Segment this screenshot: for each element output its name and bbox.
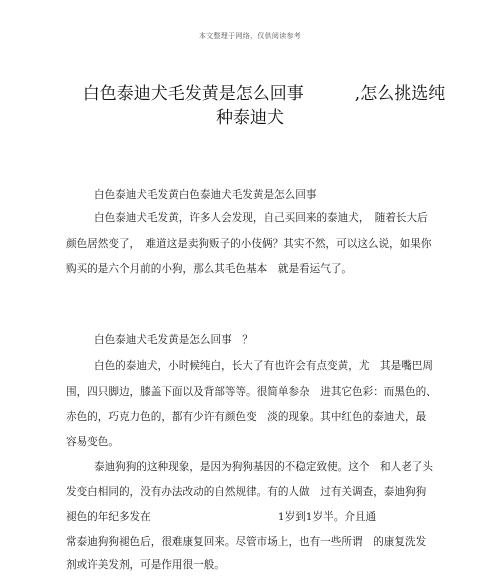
paragraph-line: 白色的泰迪犬，小时候纯白，长大了有也许会有点变黄，尤 其是嘴巴周 (94, 360, 433, 372)
paragraph-line: 购买的是六个月前的小狗，那么其毛色基本 就是看运气了。 (66, 263, 353, 275)
paragraph-line: 容易变色。 (66, 436, 119, 448)
paragraph-line: 颜色居然变了， 难道这是卖狗贩子的小伎俩？其实不然，可以这么说，如果你 (66, 238, 432, 250)
paragraph-line: 发变白相同的，没有办法改动的自然规律。有的人做 过有关调查，泰迪狗狗 (66, 486, 427, 498)
paragraph-line: 白色泰迪犬毛发黄，许多人会发现，自己买回来的泰迪犬， 随着长大后 (94, 212, 428, 224)
section-heading-1: 白色泰迪犬毛发黄白色泰迪犬毛发黄是怎么回事 (94, 189, 317, 201)
paragraph-line: 褪色的年纪多发在 1岁到1岁半。介且通 (66, 511, 377, 523)
paragraph-line: 赤色的，巧克力色的，都有少许有颜色变 淡的现象。其中红色的泰迪犬，最 (66, 411, 427, 423)
paragraph-line: 围，四只脚边，膝盖下面以及背部等等。很简单参杂 进其它色彩：而黑色的、 (66, 386, 437, 398)
paragraph-line: 剂或许美发剂，可是作用很一般。 (66, 559, 225, 571)
paragraph-line: 泰迪狗狗的这种现象，是因为狗狗基因的不稳定致使。这个 和人老了头 (94, 461, 433, 473)
source-note: 本文整理于网络，仅供阅读参考 (198, 32, 302, 40)
title-line-2: 种泰迪犬 (216, 108, 284, 128)
section-heading-2: 白色泰迪犬毛发黄是怎么回事 ？ (94, 334, 253, 346)
paragraph-line: 常泰迪狗狗褪色后，很难康复回来。尽管市场上，也有一些所谓 的康复洗发 (66, 536, 427, 548)
title-line-1: 白色泰迪犬毛发黄是怎么回事 ,怎么挑选纯 (82, 84, 446, 104)
